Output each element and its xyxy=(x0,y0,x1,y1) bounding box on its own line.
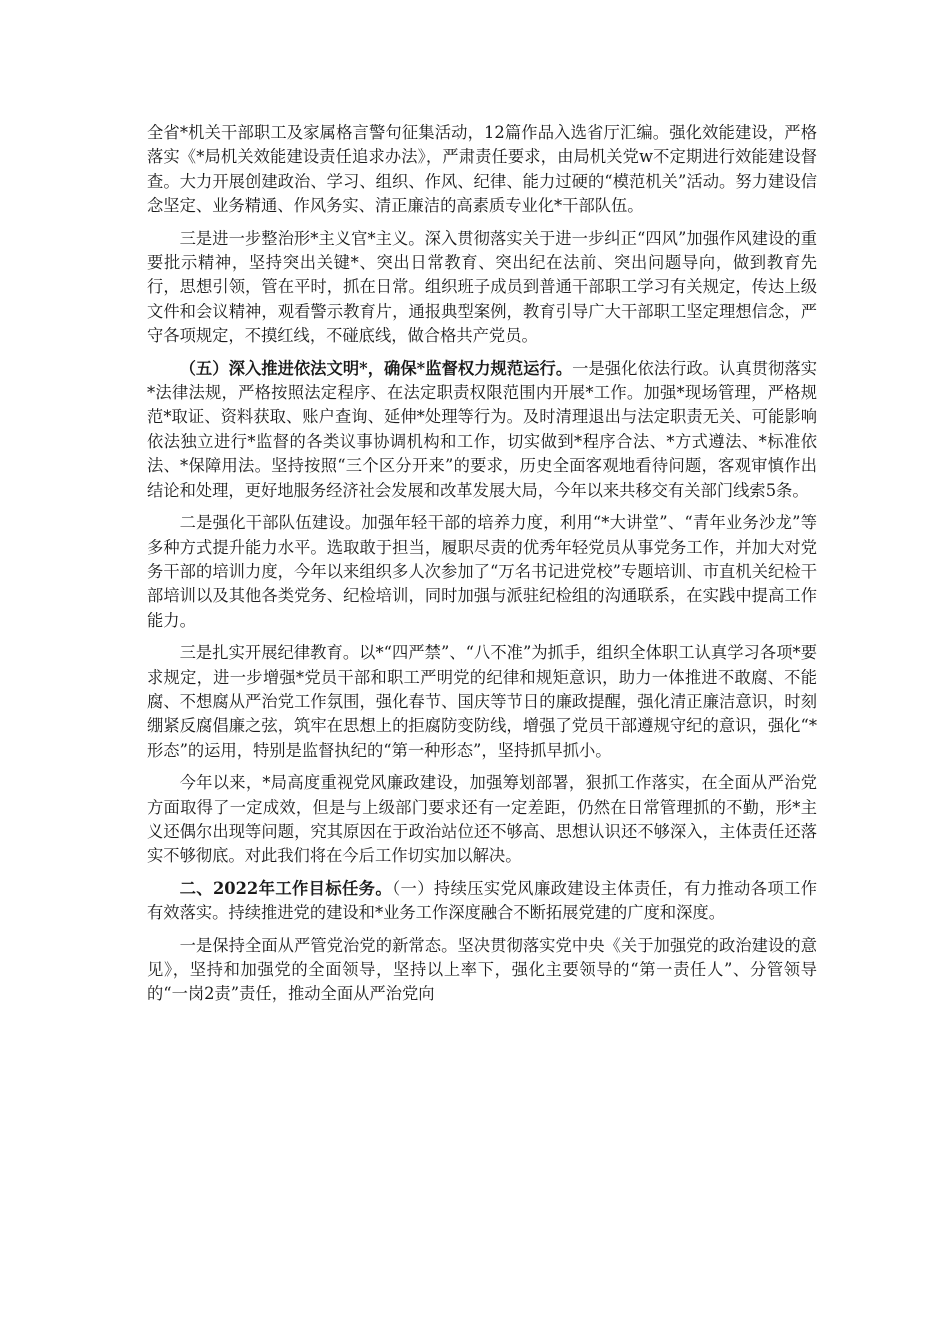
paragraph-1 xyxy=(147,121,817,219)
paragraph-7 xyxy=(147,877,817,926)
paragraph-2 xyxy=(147,227,817,349)
paragraph-lead: （五）深入推进依法文明*，确保*监督权力规范运行。 xyxy=(179,358,573,378)
paragraph-body: （一）持续压实党风廉政建设主体责任，有力推动各项工作有效落实。持续推进党的建设和*业务工作深度融合不断拓展党建的广度和深度。 xyxy=(147,878,817,923)
paragraph-body: 一是保持全面从严管党治党的新常态。坚决贯彻落实党中央《关于加强党的政治建设的意见》，坚持和加强党的全面领导，坚持以上率下，强化主要领导的“第一责任人”、分管领导的“一岗2责”责任，推动全面从严治党向 xyxy=(147,935,817,1004)
paragraph-body: 全省*机关干部职工及家属格言警句征集活动，12篇作品入选省厅汇编。强化效能建设，严格落实《*局机关效能建设责任追求办法》，严肃责任要求，由局机关党w不定期进行效能建设督查。大力开展创建政治、学习、组织、作风、纪律、能力过硬的“模范机关”活动。努力建设信念坚定、业务精通、作风务实、清正廉洁的高素质专业化*干部队伍。 xyxy=(147,123,817,216)
paragraph-body: 三是进一步整治形*主义官*主义。深入贯彻落实关于进一步纠正“四风”加强作风建设的重要批示精神，坚持突出关键*、突出日常教育、突出纪在法前、突出问题导向，做到教育先行，思想引领，管在平时，抓在日常。组织班子成员到普通干部职工学习有关规定，传达上级文件和会议精神，观看警示教育片，通报典型案例，教育引导广大干部职工坚定理想信念，严守各项规定，不摸红线，不碰底线，做合格共产党员。 xyxy=(147,228,817,346)
paragraph-body: 三是扎实开展纪律教育。以*“四严禁”、“八不准”为抓手，组织全体职工认真学习各项*要求规定，进一步增强*党员干部和职工严明党的纪律和规矩意识，助力一体推进不敢腐、不能腐、不想腐从严治党工作氛围，强化春节、国庆等节日的廉政提醒，强化清正廉洁意识，时刻绷紧反腐倡廉之弦，筑牢在思想上的拒腐防变防线，增强了党员干部遵规守纪的意识，强化“*形态”的运用，特别是监督执纪的“第一种形态”，坚持抓早抓小。 xyxy=(147,643,817,760)
document-page xyxy=(147,121,817,1015)
paragraph-body: 二是强化干部队伍建设。加强年轻干部的培养力度，利用“*大讲堂”、“青年业务沙龙”等多种方式提升能力水平。选取敢于担当，履职尽责的优秀年轻党员从事党务工作，并加大对党务干部的培训力度，今年以来组织多人次参加了“万名书记进党校”专题培训、市直机关纪检干部培训以及其他各类党务、纪检培训，同时加强与派驻纪检组的沟通联系，在实践中提高工作能力。 xyxy=(147,513,817,630)
paragraph-body: 一是强化依法行政。认真贯彻落实*法律法规，严格按照法定程序、在法定职责权限范围内开展*工作。加强*现场管理，严格规范*取证、资料获取、账户查询、延伸*处理等行为。及时清理退出与法定职责无关、可能影响依法独立进行*监督的各类议事协调机构和工作，切实做到*程序合法、*方式遵法、*标准依法、*保障用法。坚持按照“三个区分开来”的要求，历史全面客观地看待问题，客观审慎作出结论和处理，更好地服务经济社会发展和改革发展大局，今年以来共移交有关部门线索5条。 xyxy=(147,358,817,500)
paragraph-4 xyxy=(147,511,817,633)
paragraph-lead: 二、2022年工作目标任务。 xyxy=(179,878,393,898)
paragraph-body: 今年以来，*局高度重视党风廉政建设，加强筹划部署，狠抓工作落实，在全面从严治党方面取得了一定成效，但是与上级部门要求还有一定差距，仍然在日常管理抓的不勤，形*主义还偶尔出现等问题，究其原因在于政治站位还不够高、思想认识还不够深入，主体责任还落实不够彻底。对此我们将在今后工作切实加以解决。 xyxy=(147,773,817,866)
paragraph-5 xyxy=(147,641,817,763)
paragraph-3 xyxy=(147,357,817,503)
paragraph-6 xyxy=(147,771,817,869)
paragraph-8 xyxy=(147,934,817,1007)
